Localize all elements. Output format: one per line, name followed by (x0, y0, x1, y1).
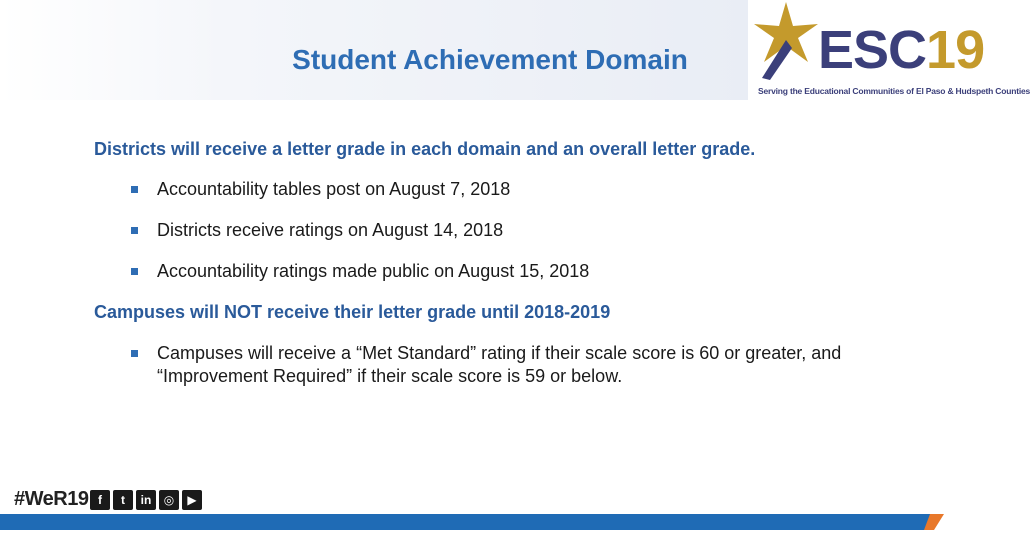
footer-bar (0, 514, 960, 540)
bullet-square-icon (131, 350, 138, 357)
youtube-icon[interactable]: ▶ (182, 490, 202, 510)
logo-esc: ESC (818, 20, 927, 80)
heading-districts: Districts will receive a letter grade in each domain and an overall letter grade. (94, 139, 756, 159)
bullet-text: Campuses will receive a “Met Standard” rating if their scale score is 60 or greater, and “Improvement Required” if their scale score is 59 or below. (157, 343, 842, 386)
footer-hashtag: #WeR19 (14, 488, 89, 510)
logo-tagline: Serving the Educational Communities of El Paso & Hudspeth Counties (758, 86, 1030, 96)
bullet-item (128, 219, 888, 242)
slide-title: Student Achievement Domain (292, 44, 688, 75)
bullet-text: Accountability tables post on August 7, 2018 (157, 179, 511, 199)
logo-number: 19 (926, 20, 985, 80)
logo-wordmark (818, 20, 984, 80)
bullet-square-icon (131, 186, 138, 193)
heading-campuses: Campuses will NOT receive their letter grade until 2018-2019 (94, 302, 611, 322)
linkedin-icon[interactable]: in (136, 490, 156, 510)
facebook-icon[interactable]: f (90, 490, 110, 510)
bullet-item (128, 178, 888, 201)
bullet-text: Districts receive ratings on August 14, 2018 (157, 220, 504, 240)
bullet-square-icon (131, 227, 138, 234)
twitter-icon[interactable]: t (113, 490, 133, 510)
bullet-item (128, 260, 888, 283)
bullet-square-icon (131, 268, 138, 275)
bullet-text: Accountability ratings made public on August 15, 2018 (157, 261, 590, 281)
bullet-item (128, 342, 848, 388)
instagram-icon[interactable]: ◎ (159, 490, 179, 510)
